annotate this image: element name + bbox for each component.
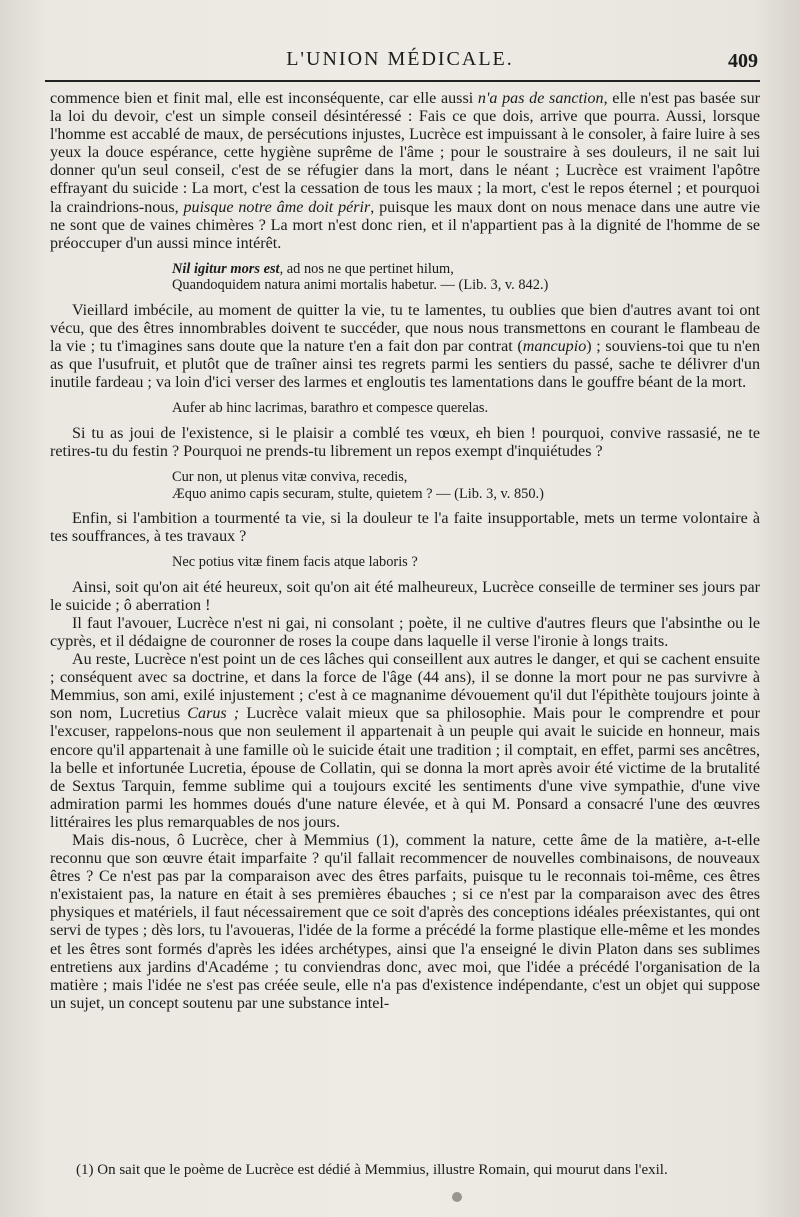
article-body <box>50 90 760 1013</box>
text-run: Lucrèce valait mieux que sa philosophie. Mais pour le comprendre et pour l'excuser, rappelons-nous que non seulement il appartenait à un peuple qui avait le suicide en honneur, mais encore qu'il appartenait à une famille où le suicide était une tradition ; il comptait, en effet, parmi ses ancêtres, la belle et infortunée Lucretia, épouse de Collatin, qui se donna la mort après avoir été victime de la brutalité de Sextus Tarquin, femme sublime qui a toujours excité les sentiments d'une vive sympathie, d'une vive admiration parmi les hommes doués d'une nature élevée, et à qui M. Ponsard a consacré l'une des œuvres littéraires les plus remarquables de nos jours. <box>50 705 760 831</box>
quote-line: Cur non, ut plenus vitæ conviva, recedis, <box>172 469 408 485</box>
text-run: Vieillard imbécile, au moment de quitter la vie, tu te lamentes, tu oublies que bien d'autres avant toi ont vécu, que des êtres innombrables doivent te succéder, que nous nous transmettons en courant le flambeau de la vie ; tu t'imagines sans doute que la nature t'en a fait don par contrat ( <box>50 301 760 356</box>
paragraph-3: Si tu as joui de l'existence, si le plaisir a comblé tes vœux, eh bien ! pourquoi, convive rassasié, ne te retires-tu du festin ? Pourquoi ne prends-tu librement un repos exempt d'inquiétudes ? <box>50 424 760 460</box>
quote-line: Æquo animo capis securam, stulte, quietem ? — (Lib. 3, v. 850.) <box>172 485 544 502</box>
page-header <box>40 46 760 76</box>
paragraph-2 <box>50 302 760 392</box>
page-number: 409 <box>728 50 758 72</box>
italic-run: mancupio <box>522 338 587 356</box>
quote-lead: Nil igitur mors est <box>172 260 280 277</box>
header-rule <box>45 80 760 82</box>
italic-run: puisque notre âme doit périr <box>183 198 371 216</box>
quote-line: Quandoquidem natura animi mortalis habetur. — (Lib. 3, v. 842.) <box>172 277 549 294</box>
paragraph-1 <box>50 90 760 253</box>
paragraph-5: Ainsi, soit qu'on ait été heureux, soit qu'on ait été malheureux, Lucrèce conseille de terminer ses jours par le suicide ; ô aberration ! <box>50 578 760 614</box>
text-run: ) ; souviens-toi que tu n'en as que l'usufruit, et plutôt que de traîner ainsi tes regrets parmi les sentiers du passé, sache te délivrer d'un inutile fardeau ; va loin d'ici verser des larmes et engloutis tes lamentations dans le gouffre béant de la mort. <box>50 338 760 392</box>
quote-rest: , ad nos ne que pertinet hilum, <box>279 260 454 277</box>
quote-line: Nec potius vitæ finem facis atque laboris ? <box>172 554 418 571</box>
paragraph-6: Il faut l'avouer, Lucrèce n'est ni gai, ni consolant ; poète, il ne cultive d'autres fleurs que l'absinthe ou le cyprès, et il dédaigne de couronner de roses la coupe dans laquelle il verse l'ironie à longs traits. <box>50 614 760 650</box>
ink-smudge <box>452 1192 462 1202</box>
paragraph-7 <box>50 651 760 832</box>
latin-quote-2 <box>172 400 760 417</box>
italic-run: n'a pas de sanction <box>477 90 604 107</box>
footnote: (1) On sait que le poème de Lucrèce est dédié à Memmius, illustre Romain, qui mourut dans l'exil. <box>76 1162 668 1178</box>
running-title: L'UNION MÉDICALE. <box>286 48 514 70</box>
italic-run: Carus ; <box>187 705 240 723</box>
paragraph-4: Enfin, si l'ambition a tourmenté ta vie, si la douleur te l'a faite insupportable, mets un terme volontaire à tes souffrances, à tes travaux ? <box>50 510 760 546</box>
text-run: , elle n'est pas basée sur la loi du devoir, c'est un simple conseil désintéressé : Fais ce que dois, arrive que pourra. Aussi, lorsque l'homme est accablé de maux, de persécutions injustes, Lucrèce est impuissant à le consoler, à faire luire à ses yeux la douce espérance, cette hygiène suprême de l'âme ; pour le soustraire à ses douleurs, il ne sait lui donner qu'un seul conseil, c'est de se réfugier dans la mort, dans le néant ; Lucrèce est vraiment l'apôtre effrayant du suicide : La mort, c'est la cessation de tous les maux ; la mort, c'est le repos éternel ; et pourquoi la craindrions-nous, <box>50 90 760 216</box>
quote-line: Aufer ab hinc lacrimas, barathro et compesce querelas. <box>172 400 489 417</box>
text-run: commence bien et finit mal, elle est inconséquente, car elle aussi <box>50 90 478 107</box>
text-run: Au reste, Lucrèce n'est point un de ces lâches qui conseillent aux autres le danger, et qui se cachent ensuite ; conséquent avec sa doctrine, et dans la force de l'âge (44 ans), il se donne la mort pour ne pas survivre à Memmius, son ami, exilé injustement ; c'est à ce magnanime dévouement qu'il dut l'épithète toujours jointe à son nom, Lucretius <box>50 651 760 723</box>
text-run: , puisque les maux dont on nous menace dans une autre vie ne sont que de vaines chimères ? La mort n'est donc rien, et il n'appartient pas à la dignité de l'homme de se préoccuper d'un aussi mince intérêt. <box>50 198 760 252</box>
latin-quote-1 <box>172 261 760 294</box>
paragraph-8: Mais dis-nous, ô Lucrèce, cher à Memmius (1), comment la nature, cette âme de la matière, a-t-elle reconnu que son œuvre était imparfaite ? qu'il fallait recommencer de nouvelles combinaisons, de nouveaux êtres ? Ce n'est pas par la comparaison avec des êtres parfaits, puisque tu le reconnais toi-même, ces êtres n'existaient pas, la nature en était à ses premières ébauches ; si ce n'est par la comparaison avec des êtres physiques et matériels, il faut nécessairement que ce soit d'après des conceptions idéales préexistantes, qui ont servi de types ; dès lors, tu l'avoueras, l'idée de la forme a précédé la forme plastique elle-même et les mondes et les êtres sont formés d'après les idées archétypes, ainsi que l'a enseigné le divin Platon dans ses sublimes entretiens aux jardins d'Académe ; tu conviendras donc, avec moi, que l'idée a précédé l'organisation de la matière ; mais l'idée ne s'est pas créée seule, elle n'a pas d'existence indépendante, c'est un objet qui suppose un sujet, un concept soutenu par une substance intel- <box>50 832 760 1012</box>
latin-quote-4 <box>172 554 760 571</box>
latin-quote-3 <box>172 469 760 502</box>
quote-line <box>172 261 760 278</box>
